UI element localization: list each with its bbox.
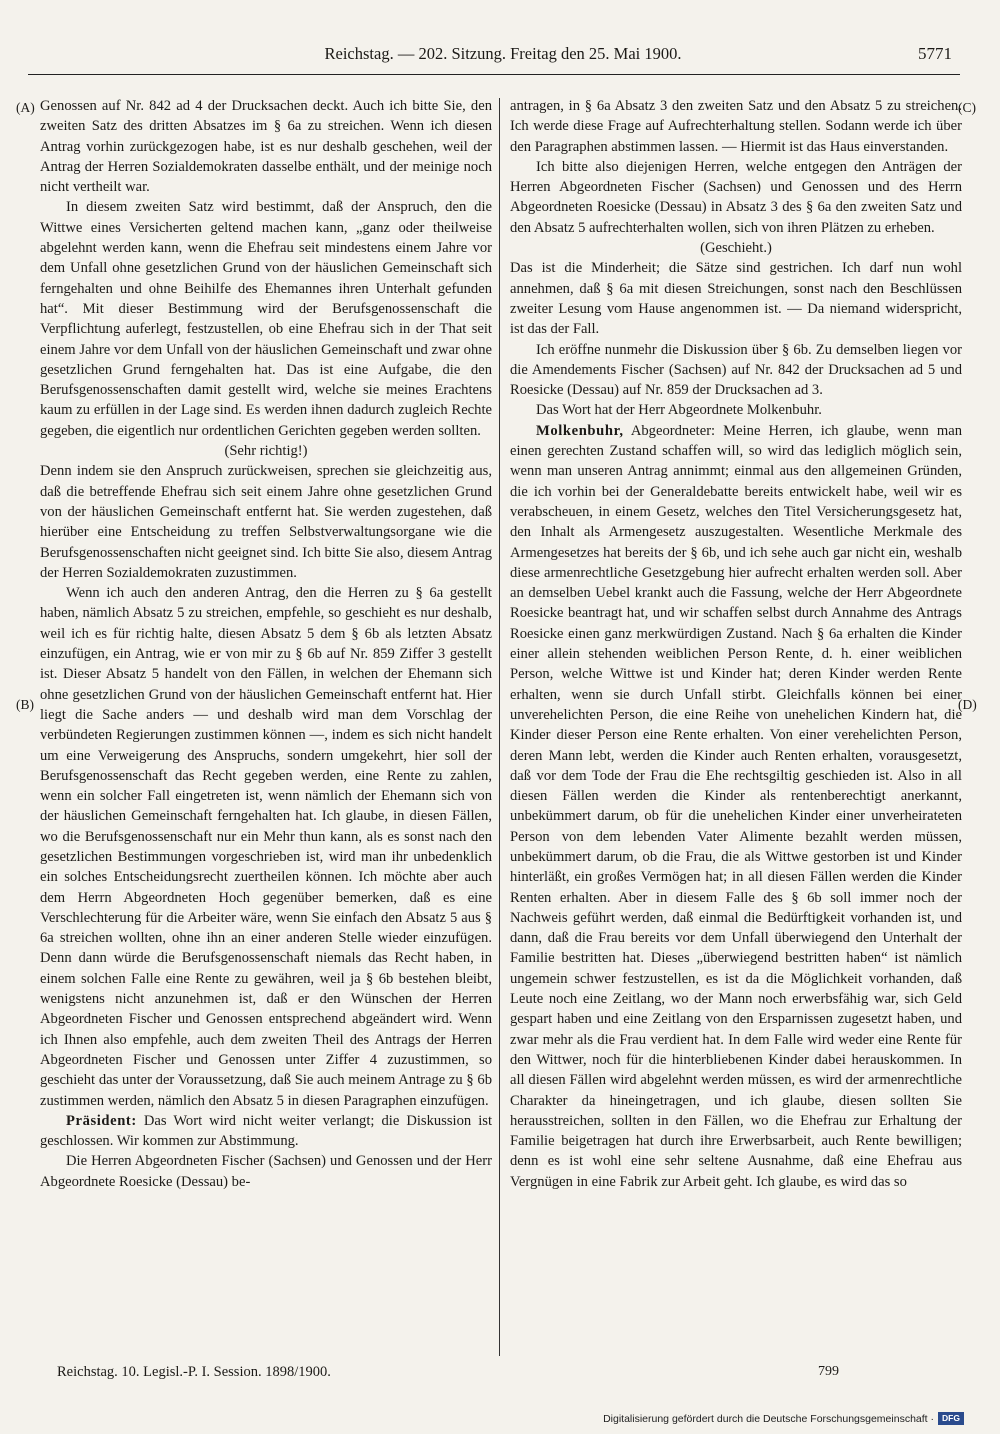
paragraph: Das Wort hat der Herr Abgeordnete Molkenbuhr. bbox=[536, 402, 822, 419]
signature-mark: 799 bbox=[818, 1364, 839, 1379]
interjection: (Geschieht.) bbox=[700, 240, 772, 257]
interjection: (Sehr richtig!) bbox=[224, 443, 308, 460]
right-column bbox=[510, 96, 962, 1358]
paragraph: Die Herren Abgeordneten Fischer (Sachsen) und Genossen und der Herr Abgeordnete Roesicke (Dessau) be- bbox=[40, 1153, 492, 1190]
running-head: Reichstag. — 202. Sitzung. Freitag den 25. Mai 1900. bbox=[324, 44, 682, 63]
margin-mark-b: (B) bbox=[16, 697, 34, 712]
molkenbuhr-paragraph bbox=[510, 421, 962, 1192]
page-number: 5771 bbox=[918, 44, 952, 63]
margin-mark-c: (C) bbox=[958, 100, 976, 115]
dfg-credit bbox=[603, 1412, 964, 1425]
dfg-logo-icon: DFG bbox=[938, 1412, 964, 1425]
dfg-text: Digitalisierung gefördert durch die Deutsche Forschungsgemeinschaft · bbox=[603, 1412, 934, 1425]
paragraph: Das ist die Minderheit; die Sätze sind gestrichen. Ich darf nun wohl annehmen, daß § 6a mit diesen Streichungen, sonst nach den Beschlüssen zweiter Lesung vom Hause angenommen ist. — Da niemand widerspricht, ist das der Fall. bbox=[510, 260, 962, 338]
paragraph: Ich bitte also diejenigen Herren, welche entgegen den Anträgen der Herren Abgeordneten Fischer (Sachsen) und Genossen und des Herrn Abgeordneten Roesicke (Dessau) in Absatz 3 des § 6a den zweiten Satz und den Absatz 5 aufrechterhalten wollen, sich von ihren Plätzen zu erheben. bbox=[510, 158, 962, 236]
president-paragraph bbox=[40, 1111, 492, 1152]
paragraph: Ich eröffne nunmehr die Diskussion über § 6b. Zu demselben liegen vor die Amendements Fischer (Sachsen) auf Nr. 842 der Drucksachen ad 5 und Roesicke (Dessau) auf Nr. 859 der Drucksachen ad 3. bbox=[510, 341, 962, 399]
column-rule bbox=[499, 98, 500, 1356]
left-column bbox=[40, 96, 492, 1358]
margin-mark-a: (A) bbox=[16, 100, 35, 115]
speaker-name: Molkenbuhr, bbox=[536, 422, 624, 439]
paragraph: Denn indem sie den Anspruch zurückweisen, sprechen sie gleichzeitig aus, daß die betreffende Ehefrau sich seit einem Jahre ohne gesetzlichen Grund von der häuslichen Gemeinschaft entfernt hat. Sie werden zugestehen, daß hierüber eine Entscheidung zu treffen Selbstverwaltungsorgane wie die Berufsgenossenschaften nicht geeignet sind. Ich bitte Sie also, diesem Antrag der Herren Sozialdemokraten zuzustimmen. bbox=[40, 463, 492, 581]
speaker-name: Präsident: bbox=[66, 1112, 137, 1129]
paragraph: In diesem zweiten Satz wird bestimmt, daß der Anspruch, den die Wittwe eines Versicherten geltend machen kann, „ganz oder theilweise abgelehnt werden kann, wenn die Ehefrau seit mindestens einem Jahre vor dem Unfall ohne gesetzlichen Grund von der häuslichen Gemeinschaft sich ferngehalten und ohne Beihilfe des Ehemannes ihren Unterhalt gefunden hat“. Mit dieser Bestimmung wird der Berufsgenossenschaft die Verpflichtung auferlegt, festzustellen, ob eine Ehefrau sich in der That seit einem Jahre vor dem Unfall von der häuslichen Gemeinschaft und zwar ohne gesetzlichen Grund ferngehalten hat. Das ist eine Aufgabe, die den Berufsgenossenschaften damit gestellt wird, welche sie meines Erachtens kaum zu erfüllen in der Lage sind. Es werden ihnen dadurch zugleich Rechte gegeben, die eigentlich nur ordentlichen Gerichten gegeben werden sollten. bbox=[40, 199, 492, 439]
paragraph: Genossen auf Nr. 842 ad 4 der Drucksachen deckt. Auch ich bitte Sie, den zweiten Satz des dritten Absatzes im § 6a zu streichen. Wenn ich diesen Antrag vorhin zurückgezogen habe, ist es nur deshalb geschehen, weil der Antrag der Herren Sozialdemokraten dasselbe enthält, und der meinige noch nicht vertheilt war. bbox=[40, 98, 492, 196]
speech-text: Das Wort wird nicht weiter verlangt; die Diskussion ist geschlossen. Wir kommen zur Abstimmung. bbox=[40, 1112, 492, 1150]
footer-session: Reichstag. 10. Legisl.-P. I. Session. 1898/1900. bbox=[57, 1364, 331, 1380]
paragraph: antragen, in § 6a Absatz 3 den zweiten Satz und den Absatz 5 zu streichen. Ich werde diese Frage auf Aufrechterhaltung stellen. Sodann werde ich über den Paragraphen abstimmen lassen. — Hiermit ist das Haus einverstanden. bbox=[510, 98, 962, 155]
margin-mark-d: (D) bbox=[958, 697, 977, 712]
speech-text: Abgeordneter: Meine Herren, ich glaube, wenn man einen gerechten Zustand schaffen will, so wird das lediglich möglich sein, wenn man unseren Antrag annimmt; einmal aus den allgemeinen Gründen, die ich vorhin bei der Generaldebatte bereits entwickelt habe, weil wir es verabscheuen, in einem Gesetz, welches den Titel Versicherungsgesetz hat, den Inhalt als Armengesetz auszugestalten. Wesentliche Merkmale des Armengesetzes hat bereits der § 6b, und ich sehe auch gar nicht ein, weshalb diese armenrechtliche Gesetzgebung hier aufrecht erhalten werden soll. Aber an demselben Uebel krankt auch die Fassung, welche der Herr Abgeordnete Roesicke beantragt hat, und wir schaffen selbst durch Annahme des Antrags Roesicke einen ganz merkwürdigen Zustand. Nach § 6a erhalten die Kinder einer allein stehenden weiblichen Person Rente, d. h. einer weiblichen Person, welche Wittwe ist und Kinder hat; deren Kinder werden Rente erhalten, wenn sie durch Unfall stirbt. Gleichfalls können bei einer unverehelichten Person, die eine Reihe von unehelichen Kindern hat, die Kinder dieser Person eine Rente erhalten. Von einer verehelichten Person, deren Mann lebt, werden die Kinder auch Renten erhalten, vorausgesetzt, daß vor dem Tode der Frau die Ehe rechtsgiltig geschieden ist. Also in all diesen Fällen werden die Kinder als rentenberechtigt anerkannt, unbekümmert darum, ob für die unehelichen Kinder einer unverheirateten Person von dem lebenden Vater Alimente bezahlt werden müssen, unbekümmert darum, ob die Frau, die als Wittwe gestorben ist und Kinder hinterläßt, ein großes Vermögen hat; in all diesen Fällen werden die Kinder Renten erhalten. Aber in diesem Falle des § 6b soll immer noch der Nachweis geführt werden, daß einmal die Bedürftigkeit vorhanden ist, und dann, daß die Frau bereits vor dem Unfall überwiegend den Unterhalt der Familie bestritten hat. Dieses „überwiegend bestritten haben“ ist nämlich ungemein schwer festzustellen, es ist da die Möglichkeit vorhanden, daß Leute noch eine Zeitlang, wo der Mann noch erwerbsfähig war, sich Geld gespart haben und eine Zeitlang von den Ersparnissen zugesetzt haben, und zwar mehr als die Frau verdient hat. In dem Falle wird weder eine Rente für den Wittwer, noch für die hinterbliebenen Kinder dabei herauskommen. In all diesen Fällen wird abgelehnt werden müssen, es wird der armenrechtliche Charakter da hineingetragen, und ich glaube, diesen sollten Sie herausstreichen, sollten in den Fällen, wo die Ehefrau zur Erhaltung der Familie beigetragen hat durch ihre Erwerbsarbeit, auch Rente bewilligen; denn es ist wohl eine sehr seltene Ausnahme, daß eine Ehefrau aus Vergnügen in eine Fabrik zur Arbeit geht. Ich glaube, es wird das so bbox=[510, 422, 962, 1190]
header-rule bbox=[28, 74, 960, 75]
paragraph: Wenn ich auch den anderen Antrag, den die Herren zu § 6a gestellt haben, nämlich Absatz 5 zu streichen, empfehle, so geschieht es nur deshalb, weil ich es für richtig halte, diesen Absatz 5 dem § 6b als letzten Absatz einzufügen, ein Antrag, wie er von mir zu § 6b auf Nr. 859 Ziffer 3 gestellt ist. Dieser Absatz 5 handelt von den Fällen, in welchen der Ehemann sich ohne gesetzlichen Grund von der häuslichen Gemeinschaft entfernt hat. Hier liegt die Sache anders — und deshalb wird man dem Vorschlag der verbündeten Regierungen zustimmen können —, indem es sich nicht handelt um eine Verweigerung des Anspruchs, sondern umgekehrt, hier soll der Berufsgenossenschaft das Recht gegeben werden, eine Rente zu zahlen, wenn ein solcher Fall eingetreten ist, wenn nämlich der Ehemann sich von der häuslichen Gemeinschaft ferngehalten hat. Ich glaube, in diesen Fällen, wo die Berufsgenossenschaft nur ein Mehr thun kann, als es sonst nach den gesetzlichen Bestimmungen vorgeschrieben ist, wird man ihr unbedenklich ein solches Entscheidungsrecht zuertheilen können. Ich möchte aber auch dem Herrn Abgeordneten Hoch gegenüber bemerken, daß es eine Verschlechterung für die Arbeiter wäre, wenn Sie einfach den Absatz 5 aus § 6a streichen wollten, ohne ihn an einer anderen Stelle wieder einzufügen. Denn dann würde die Berufsgenossenschaft niemals das Recht haben, in einem solchen Falle eine Rente zu gewähren, weil ja § 6b bestehen bleibt, wenigstens nicht anzunehmen ist, daß er den Wünschen der Herren Abgeordneten Fischer und Genossen entsprechend abgeändert wird. Wenn ich Ihnen also empfehle, auch dem zweiten Theil des Antrags der Herren Abgeordneten Fischer und Genossen unter Ziffer 4 zuzustimmen, so geschieht das unter der Voraussetzung, daß Sie auch meinem Antrage zu § 6b zustimmen werden, nämlich den Absatz 5 in diesen Paragraphen einzufügen. bbox=[40, 585, 492, 1109]
